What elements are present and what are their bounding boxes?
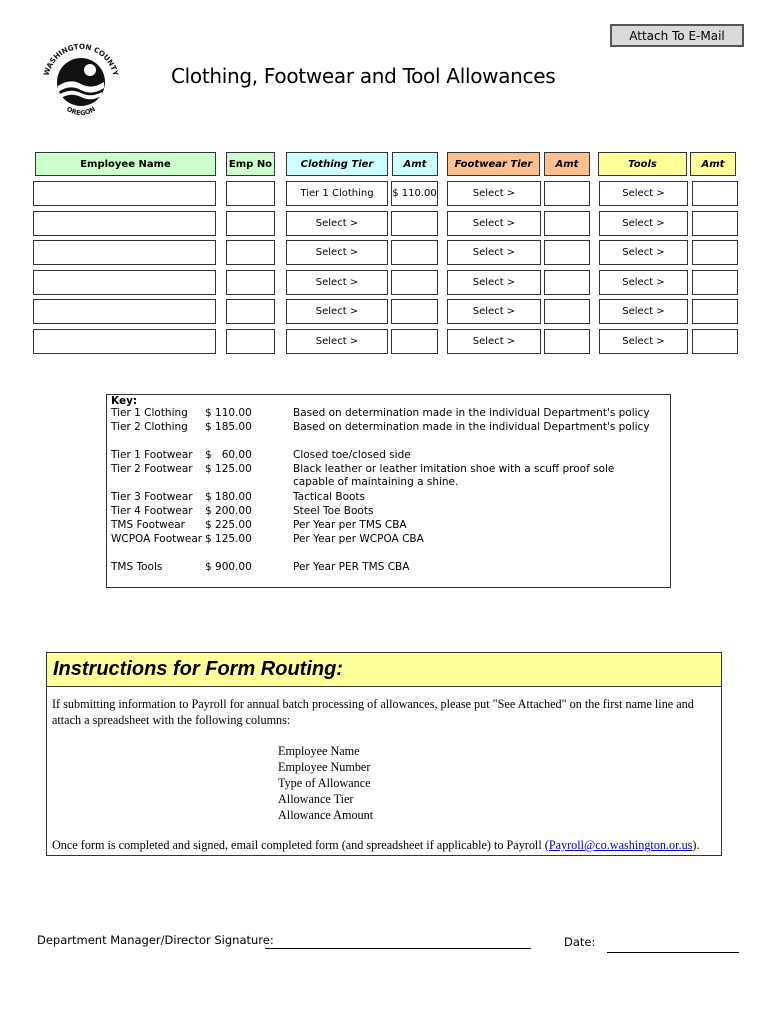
emp-no-field[interactable] [226, 181, 275, 206]
footwear-tier-select[interactable]: Select > [447, 240, 541, 265]
header-tools: Tools [598, 152, 687, 176]
clothing-tier-select[interactable]: Select > [286, 240, 388, 265]
header-employee-name: Employee Name [35, 152, 216, 176]
signature-label: Department Manager/Director Signature: [37, 933, 274, 947]
washington-county-logo [40, 42, 122, 118]
footwear-tier-select[interactable]: Select > [447, 329, 541, 354]
key-item: WCPOA Footwear [111, 533, 203, 545]
tools-amt-field[interactable] [692, 181, 738, 206]
key-item: TMS Footwear [111, 519, 185, 531]
footwear-tier-select[interactable]: Select > [447, 299, 541, 324]
key-description: Per Year PER TMS CBA [293, 561, 410, 573]
emp-no-field[interactable] [226, 240, 275, 265]
payroll-email-link[interactable]: Payroll@co.washington.or.us [548, 838, 693, 852]
employee-name-field[interactable] [33, 299, 216, 324]
logo-bottom-text: OREGON [65, 105, 97, 118]
allowance-key [106, 394, 671, 588]
clothing-amt-field[interactable] [391, 299, 438, 324]
tools-amt-field[interactable] [692, 270, 738, 295]
clothing-amt-field[interactable] [391, 211, 438, 236]
tools-amt-field[interactable] [692, 329, 738, 354]
key-amount: $ 110.00 [205, 407, 252, 419]
employee-name-field[interactable] [33, 211, 216, 236]
tools-select[interactable]: Select > [599, 181, 688, 206]
tools-amt-field[interactable] [692, 211, 738, 236]
footwear-amt-field[interactable] [544, 270, 590, 295]
key-amount: $ 200.00 [205, 505, 252, 517]
key-item: Tier 2 Footwear [111, 463, 193, 475]
footwear-tier-select[interactable]: Select > [447, 270, 541, 295]
employee-name-field[interactable] [33, 270, 216, 295]
instructions-title: Instructions for Form Routing: [47, 653, 721, 687]
header-clothing-tier: Clothing Tier [286, 152, 388, 176]
tools-select[interactable]: Select > [599, 270, 688, 295]
tools-select[interactable]: Select > [599, 329, 688, 354]
key-description: Per Year per TMS CBA [293, 519, 407, 531]
spreadsheet-columns-list [278, 743, 373, 823]
column-list-item: Type of Allowance [278, 776, 371, 790]
clothing-amt-field[interactable] [391, 240, 438, 265]
tools-select[interactable]: Select > [599, 211, 688, 236]
emp-no-field[interactable] [226, 299, 275, 324]
clothing-tier-select[interactable]: Select > [286, 329, 388, 354]
tools-select[interactable]: Select > [599, 299, 688, 324]
header-emp-no: Emp No [226, 152, 275, 176]
clothing-amt-field[interactable]: $ 110.00 [391, 181, 438, 206]
clothing-tier-select[interactable]: Select > [286, 211, 388, 236]
instructions-box [46, 652, 722, 856]
header-tools-amt: Amt [690, 152, 736, 176]
key-amount: $ 900.00 [205, 561, 252, 573]
key-amount: $ 125.00 [205, 463, 252, 475]
footwear-amt-field[interactable] [544, 181, 590, 206]
clothing-amt-field[interactable] [391, 329, 438, 354]
closing-text: Once form is completed and signed, email completed form (and spreadsheet if applicable) to Payroll ( [52, 838, 549, 852]
footwear-amt-field[interactable] [544, 211, 590, 236]
footwear-amt-field[interactable] [544, 329, 590, 354]
key-title: Key: [111, 395, 138, 407]
column-list-item: Allowance Tier [278, 792, 354, 806]
key-item: Tier 2 Clothing [111, 421, 188, 433]
key-item: Tier 1 Clothing [111, 407, 188, 419]
key-description: Steel Toe Boots [293, 505, 374, 517]
closing-text-end: ). [692, 838, 700, 852]
key-description: Per Year per WCPOA CBA [293, 533, 424, 545]
footwear-amt-field[interactable] [544, 240, 590, 265]
logo-top-text: WASHINGTON COUNTY [41, 42, 121, 77]
key-description: Based on determination made in the individual Department's policy [293, 421, 650, 433]
date-line[interactable] [607, 952, 739, 953]
footwear-amt-field[interactable] [544, 299, 590, 324]
emp-no-field[interactable] [226, 270, 275, 295]
signature-line[interactable] [265, 948, 531, 949]
key-description: Based on determination made in the individual Department's policy [293, 407, 650, 419]
column-list-item: Employee Number [278, 760, 371, 774]
key-amount: $ 180.00 [205, 491, 252, 503]
key-item: Tier 1 Footwear [111, 449, 193, 461]
key-item: Tier 4 Footwear [111, 505, 193, 517]
attach-to-email-button[interactable]: Attach To E-Mail [610, 24, 744, 47]
header-footwear-amt: Amt [544, 152, 590, 176]
tools-amt-field[interactable] [692, 299, 738, 324]
key-description: Closed toe/closed side [293, 449, 411, 461]
page-title: Clothing, Footwear and Tool Allowances [171, 64, 556, 88]
footwear-tier-select[interactable]: Select > [447, 211, 541, 236]
key-item: Tier 3 Footwear [111, 491, 193, 503]
key-description: Black leather or leather imitation shoe with a scuff proof sole capable of maintaining a shine. [293, 463, 615, 488]
employee-name-field[interactable] [33, 181, 216, 206]
key-amount: $ 125.00 [205, 533, 252, 545]
instructions-intro: If submitting information to Payroll for annual batch processing of allowances, please put "See Attached" on the first name line and attach a spreadsheet with the following columns: [52, 697, 694, 727]
tools-amt-field[interactable] [692, 240, 738, 265]
footwear-tier-select[interactable]: Select > [447, 181, 541, 206]
emp-no-field[interactable] [226, 329, 275, 354]
header-footwear-tier: Footwear Tier [447, 152, 540, 176]
column-list-item: Employee Name [278, 744, 360, 758]
svg-text:OREGON [65, 105, 97, 117]
clothing-tier-select[interactable]: Tier 1 Clothing [286, 181, 388, 206]
employee-name-field[interactable] [33, 240, 216, 265]
key-amount: $ 185.00 [205, 421, 252, 433]
column-list-item: Allowance Amount [278, 808, 374, 822]
tools-select[interactable]: Select > [599, 240, 688, 265]
key-amount: $ 225.00 [205, 519, 252, 531]
date-label: Date: [564, 935, 596, 949]
clothing-amt-field[interactable] [391, 270, 438, 295]
key-amount: $ 60.00 [205, 449, 252, 461]
employee-name-field[interactable] [33, 329, 216, 354]
emp-no-field[interactable] [226, 211, 275, 236]
header-clothing-amt: Amt [392, 152, 438, 176]
instructions-closing [52, 837, 718, 853]
clothing-tier-select[interactable]: Select > [286, 270, 388, 295]
clothing-tier-select[interactable]: Select > [286, 299, 388, 324]
key-description: Tactical Boots [293, 491, 366, 503]
key-item: TMS Tools [111, 561, 163, 573]
